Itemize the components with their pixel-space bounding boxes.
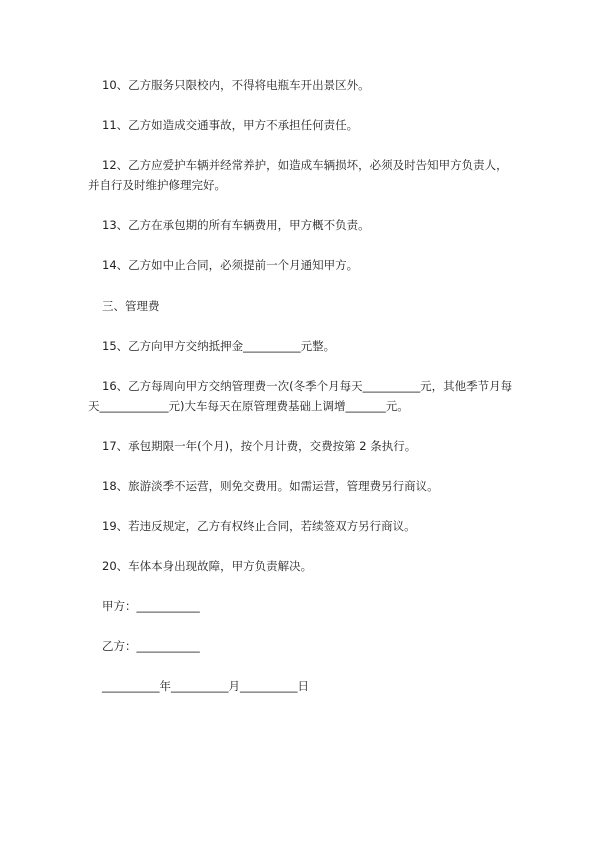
section-heading-management-fee: 三、管理费 bbox=[102, 299, 160, 313]
clause-15: 15、乙方向甲方交纳抵押金__________元整。 bbox=[102, 339, 336, 353]
clause-14: 14、乙方如中止合同，必须提前一个月通知甲方。 bbox=[102, 258, 359, 272]
clause-10: 10、乙方服务只限校内，不得将电瓶车开出景区外。 bbox=[102, 78, 370, 92]
party-a-signature: 甲方：___________ bbox=[102, 599, 200, 613]
clause-20: 20、车体本身出现故障，甲方负责解决。 bbox=[102, 559, 313, 573]
clause-16-line-1: 16、乙方每周向甲方交纳管理费一次(冬季个月每天__________元，其他季节月每 bbox=[102, 379, 513, 393]
clause-17: 17、承包期限一年(个月)，按个月计费，交费按第 2 条执行。 bbox=[102, 439, 417, 453]
signing-date: __________年__________月__________日 bbox=[102, 679, 309, 693]
clause-16-line-2: 天____________元)大车每天在原管理费基础上调增_______元。 bbox=[88, 399, 409, 413]
clause-19: 19、若违反规定，乙方有权终止合同，若续签双方另行商议。 bbox=[102, 519, 416, 533]
clause-12-line-2: 并自行及时维护修理完好。 bbox=[88, 178, 226, 192]
clause-12-line-1: 12、乙方应爱护车辆并经常养护，如造成车辆损坏，必须及时告知甲方负责人， bbox=[102, 158, 508, 172]
party-b-signature: 乙方：___________ bbox=[102, 639, 200, 653]
clause-11: 11、乙方如造成交通事故，甲方不承担任何责任。 bbox=[102, 118, 359, 132]
clause-13: 13、乙方在承包期的所有车辆费用，甲方概不负责。 bbox=[102, 218, 370, 232]
clause-18: 18、旅游淡季不运营，则免交费用。如需运营，管理费另行商议。 bbox=[102, 479, 439, 493]
